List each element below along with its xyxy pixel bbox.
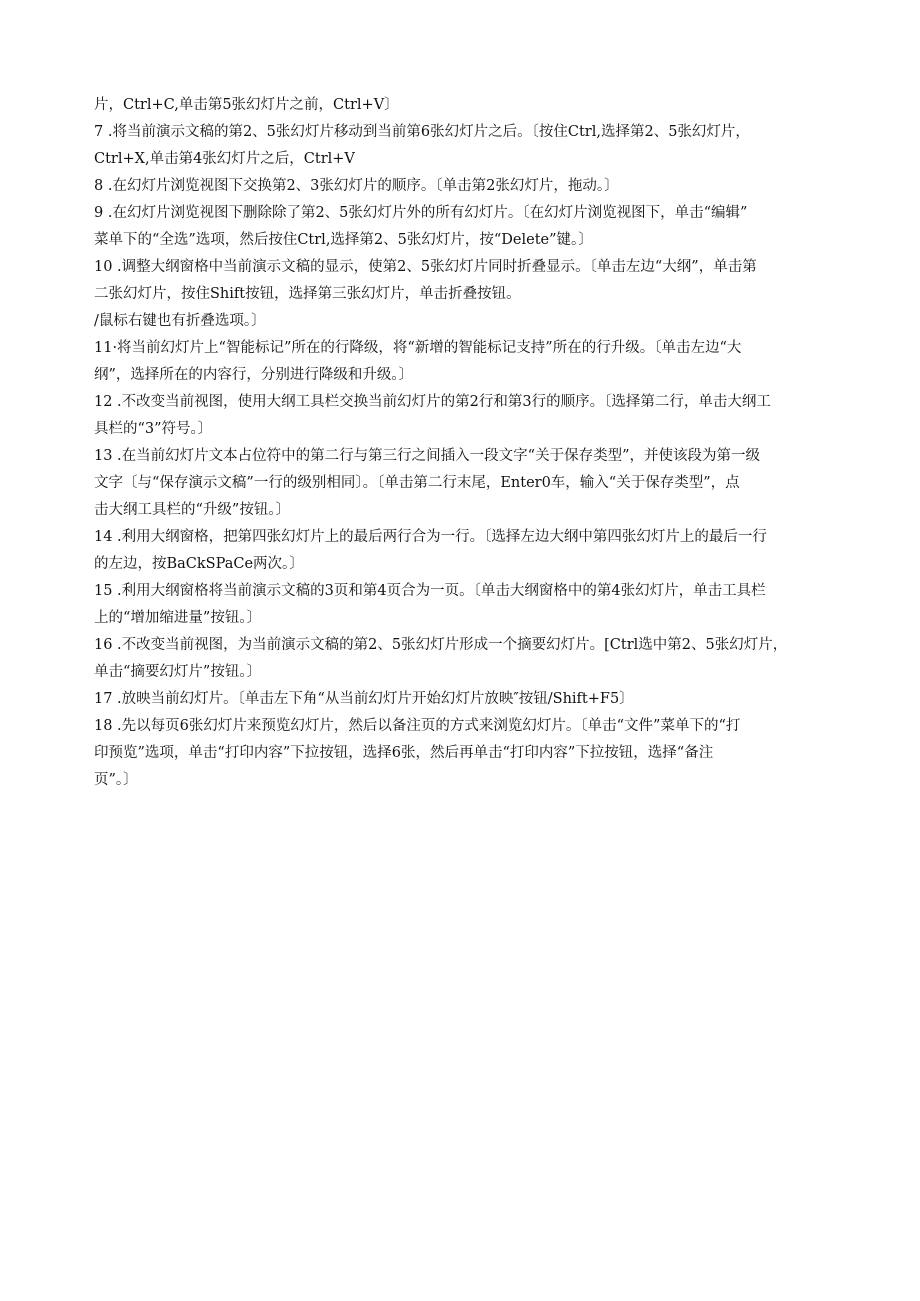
text-line: 上的“增加缩进量”按钮。〕 (94, 610, 262, 626)
text-line: 8 .在幻灯片浏览视图下交换第2、3张幻灯片的顺序。〔单击第2张幻灯片，拖动。〕 (94, 178, 619, 194)
text-line: 14 .利用大纲窗格，把第四张幻灯片上的最后两行合为一行。〔选择左边大纲中第四张幻灯片上的最后一行 (94, 529, 767, 545)
text-line: 二张幻灯片，按住Shift按钮，选择第三张幻灯片，单击折叠按钮。 (94, 286, 521, 302)
text-line: 16 .不改变当前视图，为当前演示文稿的第2、5张幻灯片形成一个摘要幻灯片。[Ctrl选中第2、5张幻灯片， (94, 637, 788, 653)
text-line: 具栏的“3”符号。〕 (94, 421, 213, 437)
document-body (94, 92, 834, 794)
text-line: 单击“摘要幻灯片”按钮。〕 (94, 664, 262, 680)
text-line: 12 .不改变当前视图，使用大纲工具栏交换当前幻灯片的第2行和第3行的顺序。〔选择第二行，单击大纲工 (94, 394, 771, 410)
text-line: 印预览”选项，单击“打印内容”下拉按钮，选择6张，然后再单击“打印内容”下拉按钮，选择“备注 (94, 745, 714, 761)
text-line: 9 .在幻灯片浏览视图下删除除了第2、5张幻灯片外的所有幻灯片。〔在幻灯片浏览视图下，单击“编辑” (94, 205, 748, 221)
text-line: 10 .调整大纲窗格中当前演示文稿的显示，使第2、5张幻灯片同时折叠显示。〔单击左边“大纲”，单击第 (94, 259, 757, 275)
text-line: 17 .放映当前幻灯片。〔单击左下角“从当前幻灯片开始幻灯片放映″按钮/Shift+F5〕 (94, 691, 634, 707)
text-line: 片，Ctrl+C,单击第5张幻灯片之前，Ctrl+V〕 (94, 97, 399, 113)
text-line: 11·将当前幻灯片上“智能标记”所在的行降级，将“新增的智能标记支持”所在的行升级。〔单击左边“大 (94, 340, 742, 356)
text-line: /鼠标右键也有折叠选项。〕 (94, 313, 266, 329)
text-line: 7 .将当前演示文稿的第2、5张幻灯片移动到当前第6张幻灯片之后。〔按住Ctrl,选择第2、5张幻灯片， (94, 124, 750, 140)
text-line: 文字〔与“保存演示文稿”一行的级别相同〕。〔单击第二行末尾，Enter0车，输入“关于保存类型”，点 (94, 475, 740, 491)
text-line: 的左边，按BaCkSPaCe两次。〕 (94, 556, 304, 572)
text-line: 菜单下的“全选”选项，然后按住Ctrl,选择第2、5张幻灯片，按“Delete”键。〕 (94, 232, 593, 248)
text-line: 15 .利用大纲窗格将当前演示文稿的3页和第4页合为一页。〔单击大纲窗格中的第4张幻灯片，单击工具栏 (94, 583, 766, 599)
text-line: 击大纲工具栏的“升级”按钮。〕 (94, 502, 291, 518)
text-line: 页”。〕 (94, 772, 138, 788)
text-line: 纲”，选择所在的内容行，分别进行降级和升级。〕 (94, 367, 414, 383)
text-line: Ctrl+X,单击第4张幻灯片之后，Ctrl+V (94, 151, 355, 167)
text-line: 13 .在当前幻灯片文本占位符中的第二行与第三行之间插入一段文字“关于保存类型”，并使该段为第一级 (94, 448, 760, 464)
text-line: 18 .先以每页6张幻灯片来预览幻灯片，然后以备注页的方式来浏览幻灯片。〔单击“文件”菜单下的“打 (94, 718, 741, 734)
